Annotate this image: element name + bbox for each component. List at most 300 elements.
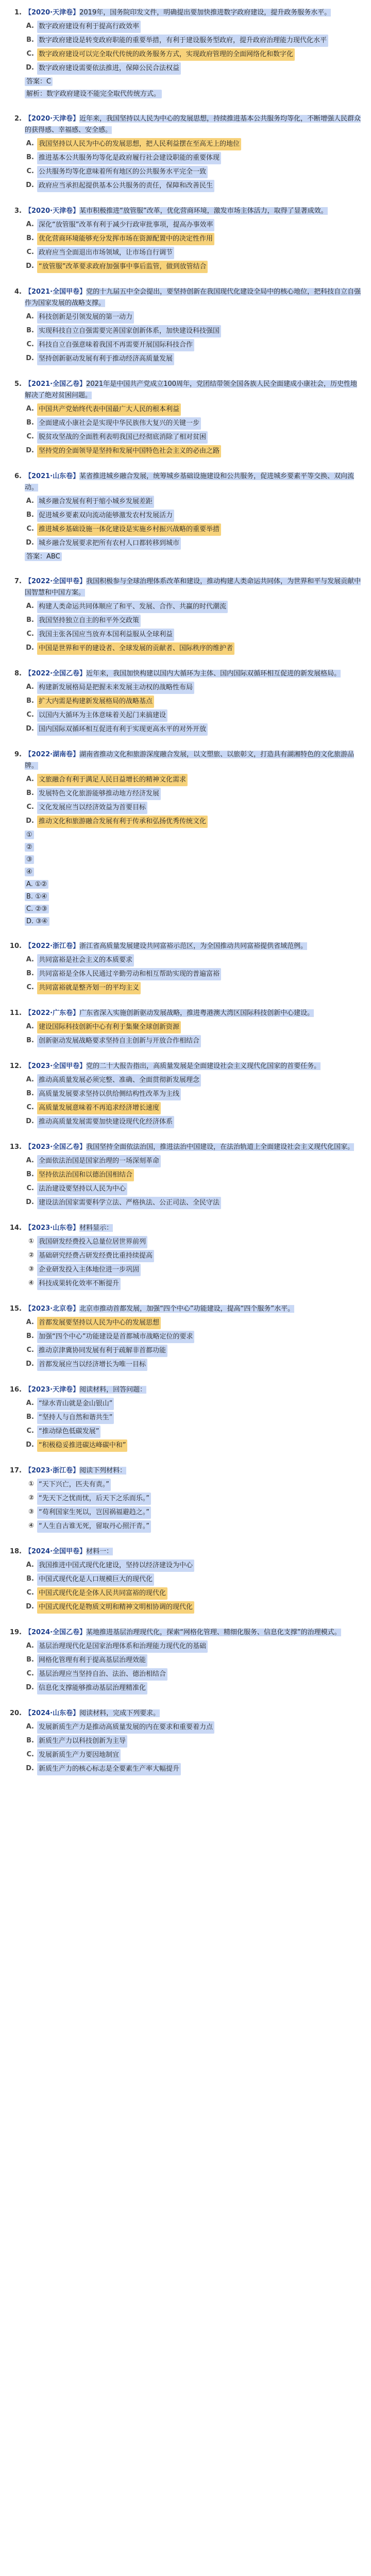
question-header — [7, 206, 364, 217]
option-label: B. — [26, 36, 34, 44]
question-source-tag: 【2021·山东卷】 — [25, 472, 80, 480]
option-label: A. — [26, 683, 34, 691]
option-label: D. — [26, 447, 34, 454]
question-source-tag: 【2023·北京卷】 — [25, 1305, 80, 1313]
question-stem: 我国坚持全面依法治国，推进法治中国建设，在法治轨道上全面建设社会主义现代化国家。 — [86, 1143, 355, 1151]
option-row — [7, 696, 364, 708]
option-label: D. — [26, 354, 34, 362]
option-text: 以国内大循环为主体意味着关起门来搞建设 — [37, 709, 167, 722]
extra-line — [25, 854, 364, 866]
question-source-tag: 【2024·全国乙卷】 — [25, 1629, 87, 1636]
option-label: B. — [26, 511, 34, 519]
option-label: D. — [26, 1765, 34, 1772]
option-label: B. — [26, 327, 34, 334]
question-number: 16. — [9, 1386, 22, 1394]
option-row — [7, 62, 364, 75]
option-label: C. — [26, 630, 34, 638]
option-label: C. — [26, 1670, 34, 1677]
option-list — [7, 1317, 364, 1371]
option-label: C. — [26, 167, 34, 175]
option-text: “天下兴亡，匹夫有责。” — [37, 1479, 111, 1491]
question-block — [7, 1008, 364, 1047]
option-label: ② — [28, 1251, 34, 1259]
question-block — [7, 1546, 364, 1614]
option-row — [7, 166, 364, 178]
extra-text: 答案：ABC — [25, 552, 62, 561]
option-label: A. — [26, 1723, 34, 1731]
extra-line — [25, 891, 364, 903]
option-label: C. — [26, 803, 34, 811]
option-row — [7, 802, 364, 814]
option-label: ② — [28, 1494, 34, 1502]
option-list — [7, 1721, 364, 1775]
question-block — [7, 668, 364, 736]
option-label: B. — [26, 616, 34, 624]
extra-line — [25, 76, 364, 88]
option-row — [7, 1439, 364, 1452]
extra-line — [25, 842, 364, 853]
extra-text: 答案：C — [25, 77, 53, 86]
option-row — [7, 403, 364, 416]
option-row — [7, 1721, 364, 1734]
option-text: 推进城乡基础设施一体化建设是实施乡村振兴战略的重要举措 — [37, 523, 221, 536]
option-row — [7, 496, 364, 508]
question-header — [7, 379, 364, 401]
question-block — [7, 1708, 364, 1775]
extra-line — [25, 551, 364, 563]
option-text: 坚持党的全面领导是坚持和发展中国特色社会主义的必由之路 — [37, 445, 221, 457]
option-text: 企业研发投入主体地位进一步巩固 — [37, 1264, 141, 1276]
question-body — [25, 1627, 341, 1638]
option-label: C. — [26, 433, 34, 440]
option-label: A. — [26, 1399, 34, 1407]
option-row — [7, 431, 364, 444]
option-text: 基层治理应当坚持自治、法治、德治相结合 — [37, 1668, 167, 1681]
extra-text: D. ③④ — [25, 917, 49, 926]
option-text: “坚持人与自然和谐共生” — [37, 1412, 114, 1424]
option-text: 政府应当承担起提供基本公共服务的责任，保障和改善民生 — [37, 180, 214, 192]
question-header — [7, 286, 364, 309]
option-text: “推动绿色低碳发展” — [37, 1426, 100, 1438]
extra-text: B. ①④ — [25, 892, 49, 901]
option-text: 科技自立自强意味着我国不再需要开展国际科技合作 — [37, 339, 194, 351]
option-text: 建设国际科技创新中心有利于集聚全球创新资源 — [37, 1021, 181, 1033]
question-body — [25, 1303, 294, 1315]
question-number: 14. — [9, 1224, 22, 1232]
option-label: C. — [26, 1104, 34, 1111]
option-text: “放管服”改革要求政府加强事中事后监管，做到放管结合 — [37, 261, 208, 273]
option-row — [7, 138, 364, 150]
question-number: 8. — [14, 670, 22, 677]
question-stem: 某市积极推进“放管服”改革，优化营商环境，激发市场主体活力，取得了显著成效。 — [79, 207, 328, 215]
question-stem: 浙江省高质量发展建设共同富裕示范区，为全国推动共同富裕提供省域范例。 — [79, 942, 308, 950]
question-block — [7, 206, 364, 273]
option-text: 中国式现代化是物质文明和精神文明相协调的现代化 — [37, 1601, 194, 1614]
option-row — [7, 1520, 364, 1533]
question-source-tag: 【2023·全国乙卷】 — [25, 1143, 87, 1151]
option-row — [7, 982, 364, 994]
option-text: 数字政府建设有利于提高行政效率 — [37, 21, 141, 33]
option-text: 促进城乡要素双向流动能够激发农村发展活力 — [37, 510, 174, 522]
option-row — [7, 1074, 364, 1087]
option-row — [7, 954, 364, 967]
option-label: B. — [26, 1656, 34, 1664]
option-label: A. — [26, 602, 34, 610]
option-label: D. — [26, 1441, 34, 1449]
question-body — [25, 1384, 146, 1396]
question-source-tag: 【2022·全国乙卷】 — [25, 670, 87, 677]
option-row — [7, 311, 364, 324]
option-text: 脱贫攻坚战的全面胜利表明我国已经彻底消除了相对贫困 — [37, 431, 208, 444]
question-number: 10. — [9, 942, 22, 950]
option-label: A. — [26, 313, 34, 320]
option-label: D. — [26, 181, 34, 189]
option-text: 我国坚持以人民为中心的发展思想，把人民利益摆在至高无上的地位 — [37, 138, 241, 150]
option-label: C. — [26, 50, 34, 58]
option-label: D. — [26, 64, 34, 72]
option-row — [7, 445, 364, 457]
question-block — [7, 1384, 364, 1452]
question-number: 17. — [9, 1467, 22, 1475]
option-text: 文旅融合有利于满足人民日益增长的精神文化需求 — [37, 774, 188, 786]
option-text: 构建人类命运共同体顺应了和平、发展、合作、共赢的时代潮流 — [37, 601, 228, 613]
option-label: A. — [26, 497, 34, 505]
option-text: 我国坚持独立自主的和平外交政策 — [37, 615, 141, 627]
option-text: 信息化支撑能够推动基层治理精准化 — [37, 1682, 147, 1694]
option-text: 科技创新是引领发展的第一动力 — [37, 311, 134, 324]
question-body — [25, 206, 328, 217]
option-list — [7, 403, 364, 457]
option-label: C. — [26, 525, 34, 533]
question-body — [25, 379, 364, 401]
option-label: B. — [26, 1413, 34, 1421]
option-list — [7, 601, 364, 655]
option-label: ③ — [28, 1508, 34, 1516]
option-row — [7, 682, 364, 694]
question-block — [7, 941, 364, 994]
question-header — [7, 576, 364, 599]
option-row — [7, 601, 364, 613]
question-stem: 某省推进城乡融合发展，统筹城乡基础设施建设和公共服务，促进城乡要素平等交换、双向流动。 — [25, 472, 355, 492]
option-label: A. — [26, 405, 34, 413]
question-block — [7, 286, 364, 365]
option-row — [7, 816, 364, 828]
option-row — [7, 642, 364, 655]
option-row — [7, 709, 364, 722]
option-text: 基层治理现代化是国家治理体系和治理能力现代化的基础 — [37, 1640, 208, 1653]
option-row — [7, 1278, 364, 1290]
option-row — [7, 1264, 364, 1276]
question-number: 13. — [9, 1143, 22, 1151]
question-source-tag: 【2022·浙江卷】 — [25, 942, 80, 950]
question-block — [7, 1142, 364, 1209]
option-label: B. — [26, 1171, 34, 1178]
extra-line — [25, 904, 364, 915]
extra-text: ① — [25, 831, 34, 839]
option-row — [7, 339, 364, 351]
option-text: “先天下之忧而忧，后天下之乐而乐。” — [37, 1493, 151, 1505]
question-header — [7, 1627, 364, 1638]
option-text: 法治建设要坚持以人民为中心 — [37, 1183, 127, 1195]
option-row — [7, 233, 364, 245]
extra-notes — [25, 551, 364, 563]
question-block — [7, 7, 364, 100]
extra-line — [25, 916, 364, 927]
option-row — [7, 1331, 364, 1343]
question-number: 20. — [9, 1709, 22, 1717]
option-label: D. — [26, 539, 34, 547]
option-label: B. — [26, 1090, 34, 1097]
option-text: 推动高质量发展必须完整、准确、全面贯彻新发展理念 — [37, 1074, 201, 1087]
option-row — [7, 968, 364, 980]
question-number: 5. — [14, 380, 22, 388]
question-number: 7. — [14, 578, 22, 585]
option-label: C. — [26, 1751, 34, 1758]
option-row — [7, 1560, 364, 1572]
option-label: B. — [26, 419, 34, 427]
question-source-tag: 【2023·天津卷】 — [25, 1386, 80, 1394]
option-text: 扩大内需是构建新发展格局的战略基点 — [37, 696, 154, 708]
option-row — [7, 261, 364, 273]
option-row — [7, 417, 364, 430]
question-source-tag: 【2024·山东卷】 — [25, 1709, 80, 1717]
option-text: 数字政府建设需要依法推进，保障公民合法权益 — [37, 62, 181, 75]
option-label: A. — [26, 1023, 34, 1030]
option-label: A. — [26, 1157, 34, 1164]
question-body — [25, 113, 364, 136]
option-list — [7, 496, 364, 550]
option-text: 中国共产党始终代表中国最广大人民的根本利益 — [37, 403, 181, 416]
question-body — [25, 1142, 354, 1153]
extra-line — [25, 879, 364, 890]
option-text: 发展特色文化旅游能够推动地方经济发展 — [37, 788, 161, 800]
option-row — [7, 219, 364, 231]
option-label: B. — [26, 970, 34, 977]
option-label: B. — [26, 154, 34, 161]
option-row — [7, 1601, 364, 1614]
question-body — [25, 941, 307, 952]
option-text: 共同富裕是社会主义的本质要求 — [37, 954, 134, 967]
option-row — [7, 1426, 364, 1438]
question-source-tag: 【2020·天津卷】 — [25, 9, 80, 16]
question-block — [7, 1627, 364, 1694]
option-label: B. — [26, 789, 34, 797]
option-text: 建设法治国家需要科学立法、严格执法、公正司法、全民守法 — [37, 1197, 221, 1209]
question-body — [25, 576, 364, 599]
option-text: 城乡融合发展要求把所有农村人口都转移到城市 — [37, 537, 181, 550]
question-stem: 近年来，我国坚持以人民为中心的发展思想，持续推进基本公共服务均等化，不断增强人民群众的获得感、幸福感、安全感。 — [25, 115, 361, 134]
question-header — [7, 1546, 364, 1557]
option-label: A. — [26, 22, 34, 30]
option-label: D. — [26, 817, 34, 825]
question-header — [7, 1061, 364, 1072]
option-label: A. — [26, 775, 34, 783]
question-stem: 我国积极参与全球治理体系改革和建设，推动构建人类命运共同体，为世界和平与发展贡献中国智慧和中国方案。 — [25, 578, 361, 597]
question-stem: 阅读材料，回答问题： — [79, 1386, 147, 1394]
option-list — [7, 21, 364, 75]
option-row — [7, 152, 364, 164]
option-text: 新质生产力以科技创新为主导 — [37, 1735, 127, 1748]
option-row — [7, 523, 364, 536]
option-row — [7, 1398, 364, 1410]
question-block — [7, 1465, 364, 1533]
question-stem: 党的十九届五中全会提出，要坚持创新在我国现代化建设全局中的核心地位，把科技自立自强作为国家发展的战略支撑。 — [25, 288, 361, 307]
option-text: 中国是世界和平的建设者、全球发展的贡献者、国际秩序的维护者 — [37, 642, 234, 655]
option-label: ① — [28, 1238, 34, 1245]
question-source-tag: 【2023·山东卷】 — [25, 1224, 80, 1232]
option-text: 实现科技自立自强需要完善国家创新体系，加快建设科技强国 — [37, 325, 221, 337]
option-text: 全面依法治国是国家治理的一场深刻革命 — [37, 1155, 161, 1167]
option-text: 新质生产力的核心标志是全要素生产率大幅提升 — [37, 1763, 181, 1775]
question-stem: 湖南省推动文化和旅游深度融合发展，以文塑旅、以旅彰文，打造具有湖湘特色的文化旅游品牌。 — [25, 751, 355, 770]
question-number: 11. — [9, 1009, 22, 1017]
option-label: B. — [26, 697, 34, 705]
question-source-tag: 【2023·全国甲卷】 — [25, 1062, 87, 1070]
option-label: D. — [26, 1198, 34, 1206]
option-row — [7, 1197, 364, 1209]
option-label: B. — [26, 234, 34, 242]
option-label: A. — [26, 956, 34, 963]
question-block — [7, 1223, 364, 1290]
option-row — [7, 1169, 364, 1181]
question-body — [25, 1061, 321, 1072]
option-label: D. — [26, 1684, 34, 1691]
option-text: 高质量发展要求坚持以供给侧结构性改革为主线 — [37, 1088, 181, 1100]
option-label: A. — [26, 140, 34, 147]
question-header — [7, 668, 364, 680]
option-text: 推动京津冀协同发展有利于疏解非首都功能 — [37, 1345, 167, 1357]
question-number: 9. — [14, 751, 22, 758]
option-list — [7, 219, 364, 273]
option-label: ④ — [28, 1522, 34, 1530]
option-row — [7, 1102, 364, 1114]
option-text: 科技成果转化效率不断提升 — [37, 1278, 121, 1290]
option-text: 我国研发经费投入总量位居世界前列 — [37, 1236, 147, 1248]
option-text: 中国式现代化是全体人民共同富裕的现代化 — [37, 1587, 167, 1600]
option-text: 发展新质生产力要因地制宜 — [37, 1749, 121, 1761]
option-list — [7, 311, 364, 365]
option-label: D. — [26, 725, 34, 733]
option-text: 构建新发展格局是把握未来发展主动权的战略性布局 — [37, 682, 194, 694]
question-header — [7, 1384, 364, 1396]
option-label: A. — [26, 1076, 34, 1083]
option-list — [7, 1479, 364, 1533]
option-label: A. — [26, 221, 34, 228]
option-label: C. — [26, 711, 34, 719]
question-header — [7, 1465, 364, 1477]
question-body — [25, 1708, 160, 1719]
question-number: 1. — [14, 9, 22, 16]
option-row — [7, 1668, 364, 1681]
question-block — [7, 1061, 364, 1128]
extra-notes — [25, 76, 364, 100]
question-block — [7, 113, 364, 192]
option-row — [7, 774, 364, 786]
option-text: 我国推进中国式现代化建设，坚持以经济建设为中心 — [37, 1560, 194, 1572]
option-label: B. — [26, 1332, 34, 1340]
option-row — [7, 1035, 364, 1047]
option-label: D. — [26, 644, 34, 652]
option-row — [7, 247, 364, 259]
option-text: 基础研究经费占研发经费比重持续提高 — [37, 1250, 154, 1262]
option-text: 公共服务均等化意味着所有地区的公共服务水平完全一致 — [37, 166, 208, 178]
option-label: D. — [26, 1360, 34, 1368]
question-body — [25, 286, 364, 309]
question-body — [25, 1223, 113, 1234]
question-body — [25, 749, 364, 772]
question-body — [25, 668, 341, 680]
question-stem: 2019年，国务院印发文件，明确提出要加快推进数字政府建设，提升政务服务水平。 — [79, 9, 331, 16]
option-label: A. — [26, 1561, 34, 1569]
option-label: D. — [26, 1603, 34, 1611]
option-text: 文化发展应当以经济效益为首要目标 — [37, 802, 147, 814]
option-list — [7, 954, 364, 994]
question-header — [7, 7, 364, 19]
question-source-tag: 【2024·全国甲卷】 — [25, 1548, 87, 1555]
extra-line — [25, 867, 364, 878]
question-number: 18. — [9, 1548, 22, 1555]
option-row — [7, 1654, 364, 1667]
option-label: A. — [26, 1642, 34, 1650]
question-number: 12. — [9, 1062, 22, 1070]
option-row — [7, 1359, 364, 1371]
option-row — [7, 1155, 364, 1167]
question-header — [7, 1008, 364, 1019]
option-text: 政府应当全面退出市场领域，让市场自行调节 — [37, 247, 174, 259]
option-list — [7, 1560, 364, 1614]
question-body — [25, 1465, 126, 1477]
extra-text: C. ②③ — [25, 905, 49, 913]
option-row — [7, 180, 364, 192]
option-label: ④ — [28, 1279, 34, 1287]
question-body — [25, 471, 364, 494]
option-row — [7, 1573, 364, 1586]
question-stem: 某地推进基层治理现代化，探索“网格化管理、精细化服务、信息化支撑”的治理模式。 — [86, 1629, 341, 1636]
question-body — [25, 7, 331, 19]
question-header — [7, 471, 364, 494]
question-source-tag: 【2020·天津卷】 — [25, 207, 80, 215]
option-text: 中国式现代化是人口规模巨大的现代化 — [37, 1573, 154, 1586]
option-text: 发展新质生产力是推动高质量发展的内在要求和重要着力点 — [37, 1721, 214, 1734]
option-row — [7, 1345, 364, 1357]
question-source-tag: 【2022·湖南卷】 — [25, 751, 80, 758]
option-text: 加强“四个中心”功能建设是首都城市战略定位的要求 — [37, 1331, 194, 1343]
option-text: 全面建成小康社会是实现中华民族伟大复兴的关键一步 — [37, 417, 201, 430]
option-text: “苟利国家生死以，岂因祸福避趋之。” — [37, 1506, 151, 1519]
option-row — [7, 1763, 364, 1775]
question-stem: 阅读材料，完成下列要求。 — [79, 1709, 160, 1717]
option-row — [7, 48, 364, 61]
question-header — [7, 113, 364, 136]
extra-line — [25, 89, 364, 100]
extra-text: A. ①② — [25, 880, 48, 889]
question-stem: 广东省深入实施创新驱动发展战略，推进粤港澳大湾区国际科技创新中心建设。 — [79, 1009, 314, 1017]
question-source-tag: 【2021·全国乙卷】 — [25, 380, 87, 388]
option-label: C. — [26, 1589, 34, 1597]
extra-text: 解析：数字政府建设不能完全取代传统方式。 — [25, 90, 162, 98]
question-stem: 党的二十大报告指出，高质量发展是全面建设社会主义现代化国家的首要任务。 — [86, 1062, 321, 1070]
option-row — [7, 1682, 364, 1694]
question-block — [7, 379, 364, 457]
option-list — [7, 138, 364, 192]
option-text: 国内国际双循环相互促进有利于实现更高水平的对外开放 — [37, 723, 208, 736]
option-row — [7, 1735, 364, 1748]
option-text: 优化营商环境能够充分发挥市场在资源配置中的决定性作用 — [37, 233, 214, 245]
option-label: C. — [26, 1427, 34, 1435]
option-label: D. — [26, 262, 34, 270]
question-block — [7, 749, 364, 927]
option-row — [7, 1021, 364, 1033]
